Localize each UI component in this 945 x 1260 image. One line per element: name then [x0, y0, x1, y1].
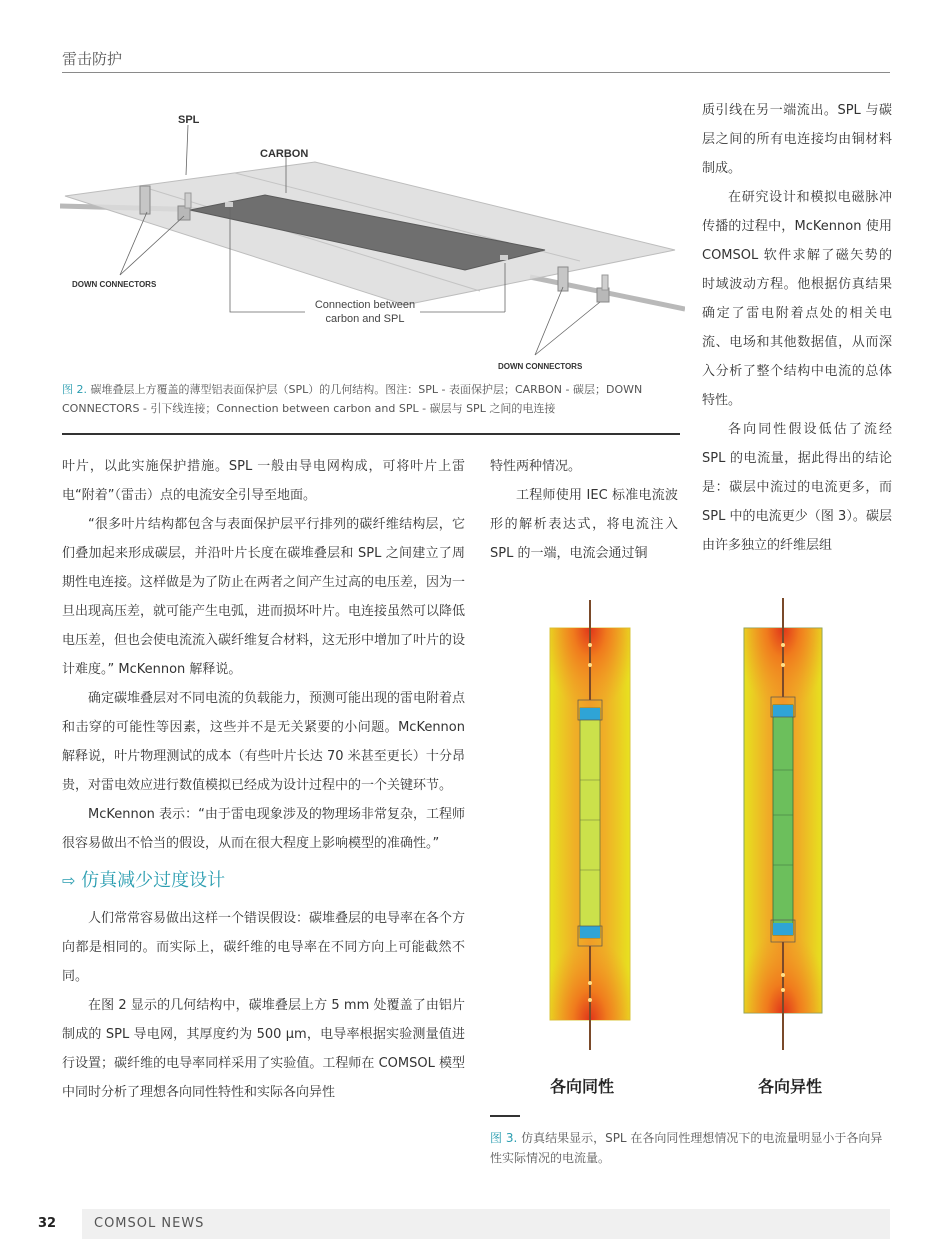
body-column-left	[62, 452, 465, 1107]
label-connection-line1: Connection between	[314, 299, 416, 311]
arrow-icon: ⇨	[62, 871, 76, 890]
figure-2-geometry	[60, 95, 685, 380]
figure-2-caption	[62, 380, 682, 418]
paragraph: 确定碳堆叠层对不同电流的负载能力，预测可能出现的雷电附着点和击穿的可能性等因素，这些并不是无关紧要的小问题。McKennon 解释说，叶片物理测试的成本（有些叶片长达 70 米甚至更长）十分昂贵，对雷电效应进行数值模拟已经成为设计过程中的一个关键环节。	[62, 691, 466, 793]
anisotropic-panel	[744, 598, 822, 1050]
label-isotropic: 各向同性	[549, 1079, 615, 1096]
paragraph: 特性两种情况。	[490, 459, 582, 474]
figure-2-caption-number: 图 2.	[62, 383, 87, 396]
paragraph: “很多叶片结构都包含与表面保护层平行排列的碳纤维结构层，它们叠加起来形成碳层，并沿叶片长度在碳堆叠层和 SPL 之间建立了周期性电连接。这样做是为了防止在两者之间产生过高的电压差，因为一旦出现高压差，就可能产生电弧，进而损坏叶片。电连接虽然可以降低电压差，但也会使电流流入碳纤维复合材料，这无形中增加了叶片的设计难度。” McKennon 解释说。	[62, 517, 466, 677]
label-down-connectors-left: DOWN CONNECTORS	[72, 280, 157, 289]
paragraph: 人们常常容易做出这样一个错误假设：碳堆叠层的电导率在各个方向都是相同的。而实际上，碳纤维的电导率在不同方向上可能截然不同。	[62, 911, 466, 984]
figure-3-caption-number: 图 3.	[490, 1131, 518, 1145]
paragraph: 质引线在另一端流出。SPL 与碳层之间的所有电连接均由铜材料制成。	[702, 103, 892, 176]
subheading	[62, 868, 465, 894]
section-title: 雷击防护	[62, 50, 123, 68]
figure-3-simulation	[490, 590, 890, 1110]
figure-3-caption-text: 仿真结果显示，SPL 在各向同性理想情况下的电流量明显小于各向异性实际情况的电流量。	[490, 1131, 883, 1165]
paragraph: 工程师使用 IEC 标准电流波形的解析表达式，将电流注入 SPL 的一端，电流会通过铜	[490, 488, 678, 561]
figure-3-rule	[490, 1115, 520, 1117]
down-connector-right	[558, 267, 609, 302]
subheading-text: 仿真减少过度设计	[81, 870, 226, 891]
paragraph: 在研究设计和模拟电磁脉冲传播的过程中，McKennon 使用 COMSOL 软件求解了磁矢势的时域波动方程。他根据仿真结果确定了雷电附着点处的相关电流、电场和其他数据值，从而深入分析了整个结构中电流的总体特性。	[702, 190, 892, 408]
connection-pad-right	[500, 255, 508, 260]
label-anisotropic: 各向异性	[757, 1079, 823, 1096]
label-connection-line2: carbon and SPL	[325, 313, 405, 325]
paragraph: 叶片，以此实施保护措施。SPL 一般由导电网构成，可将叶片上雷电“附着”（雷击）点的电流安全引导至地面。	[62, 459, 465, 503]
page-number: 32	[38, 1216, 57, 1231]
figure-2-caption-text: 碳堆叠层上方覆盖的薄型铝表面保护层（SPL）的几何结构。图注：SPL - 表面保护层；CARBON - 碳层；DOWN CONNECTORS - 引下线连接；Connection between carbon and SPL - 碳层与 SPL 之间的电连接	[62, 383, 643, 415]
figure-3-caption	[490, 1128, 890, 1168]
paragraph: 各向同性假设低估了流经 SPL 的电流量，据此得出的结论是：碳层中流过的电流更多，而 SPL 中的电流更少（图 3）。碳层由许多独立的纤维层组	[702, 422, 892, 553]
label-carbon: CARBON	[260, 148, 309, 160]
header-divider	[62, 72, 890, 73]
body-column-right	[702, 96, 892, 560]
label-down-connectors-right: DOWN CONNECTORS	[498, 362, 583, 371]
label-spl: SPL	[178, 114, 200, 126]
isotropic-panel	[550, 600, 630, 1050]
paragraph: McKennon 表示：“由于雷电现象涉及的物理场非常复杂，工程师很容易做出不恰当的假设，从而在很大程度上影响模型的准确性。”	[62, 807, 465, 851]
publication-name: COMSOL NEWS	[94, 1216, 205, 1231]
figure-divider	[62, 433, 680, 435]
body-column-middle	[490, 452, 678, 568]
connection-pad-left	[225, 202, 233, 207]
paragraph: 在图 2 显示的几何结构中，碳堆叠层上方 5 mm 处覆盖了由铝片制成的 SPL 导电网，其厚度约为 500 µm，电导率根据实验测量值进行设置；碳纤维的电导率同样采用了实验值。工程师在 COMSOL 模型中同时分析了理想各向同性特性和实际各向异性	[62, 998, 465, 1100]
